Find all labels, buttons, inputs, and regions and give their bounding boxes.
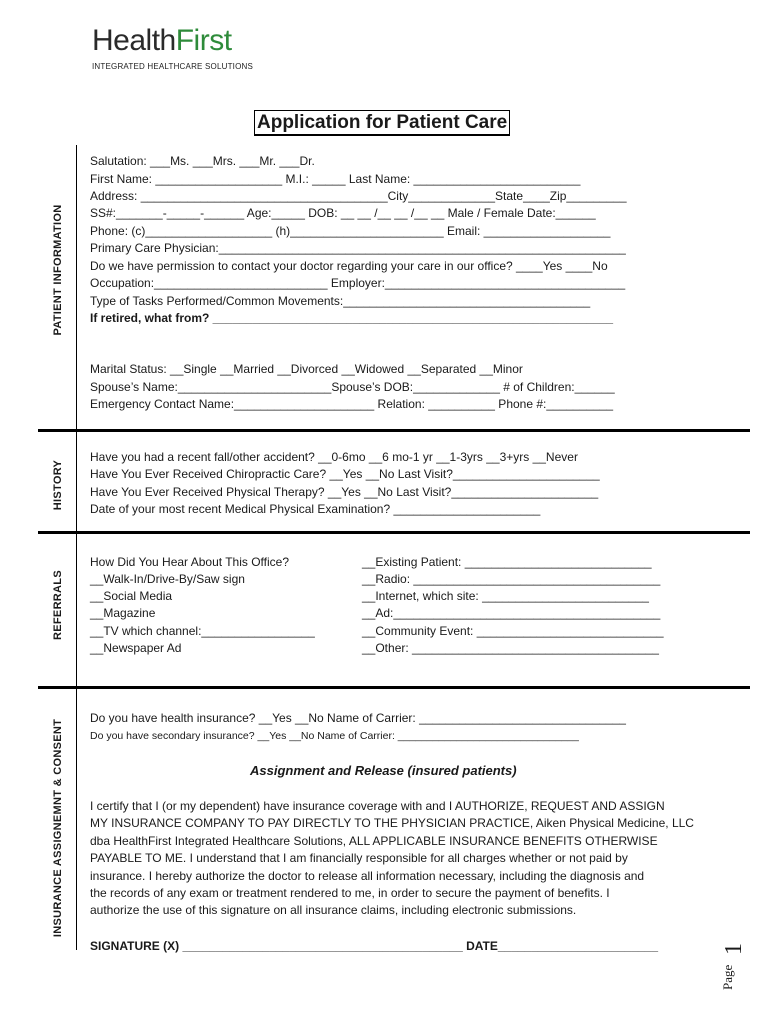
emergency-contact-field[interactable]: Emergency Contact Name:_____________________ Relation: __________ Phone #:__________ [90,397,614,411]
referral-option[interactable]: __Walk-In/Drive-By/Saw sign [90,572,245,586]
health-insurance-field[interactable]: Do you have health insurance? __Yes __No Name of Carrier: _______________________________ [90,711,626,725]
retired-field[interactable]: If retired, what from? ____________________________________________________________ [90,311,614,325]
referral-option[interactable]: __Community Event: ____________________________ [362,624,664,638]
section-divider [38,686,750,689]
referral-option[interactable]: __TV which channel:_________________ [90,624,315,638]
address-field[interactable]: Address: _____________________________________City_____________State____Zip_________ [90,189,627,203]
section-label-referrals: REFERRALS [52,570,64,640]
consent-line: insurance. I hereby authorize the doctor to release all information necessary, including the diagnosis and [90,868,645,883]
referral-option[interactable]: __Internet, which site: _________________________ [362,589,649,603]
referral-option[interactable]: __Social Media [90,589,173,603]
consent-line: authorize the use of this signature on all insurance claims, including electronic submissions. [90,903,577,918]
referral-option[interactable]: __Other: _____________________________________ [362,641,659,655]
medical-exam-field[interactable]: Date of your most recent Medical Physical Examination? ______________________ [90,502,541,516]
section-label-patient-information: PATIENT INFORMATION [52,204,64,336]
referral-option[interactable]: __Radio: _____________________________________ [362,572,661,586]
section-label-insurance: INSURANCE ASSIGNEMNT & CONSENT [52,718,64,938]
referral-option[interactable]: __Newspaper Ad [90,641,182,655]
consent-line: dba HealthFirst Integrated Healthcare Solutions, ALL APPLICABLE INSURANCE BENEFITS OTHERWISE [90,833,658,848]
page-title: Application for Patient Care [254,110,510,136]
salutation-field[interactable]: Salutation: ___Ms. ___Mrs. ___Mr. ___Dr. [90,154,315,168]
referral-option[interactable]: __Ad:________________________________________ [362,606,661,620]
section-divider [38,429,750,432]
tasks-field[interactable]: Type of Tasks Performed/Common Movements:_____________________________________ [90,294,591,308]
spouse-field[interactable]: Spouse’s Name:_______________________Spouse’s DOB:_____________ # of Children:______ [90,380,615,394]
healthfirst-logo: HealthFirst [92,24,232,57]
consent-paragraph [90,798,694,920]
ss-age-dob-field[interactable]: SS#:_______-_____-______ Age:_____ DOB: __ __ /__ __ /__ __ Male / Female Date:______ [90,206,596,220]
page-label: Page [720,964,735,990]
consent-line: the records of any exam or treatment rendered to me, in order to secure the payment of benefits. I [90,886,610,901]
name-field[interactable]: First Name: ___________________ M.I.: _____ Last Name: _________________________ [90,172,581,186]
contact-permission-field[interactable]: Do we have permission to contact your doctor regarding your care in our office? ____Yes ____No [90,259,608,273]
occupation-field[interactable]: Occupation:__________________________ Employer:____________________________________ [90,276,626,290]
phone-email-field[interactable]: Phone: (c)___________________ (h)_______________________ Email: ___________________ [90,224,611,238]
referral-option[interactable]: __Existing Patient: ____________________________ [362,555,652,569]
referral-option[interactable]: __Magazine [90,606,156,620]
section-label-history: HISTORY [52,459,64,511]
signature-field[interactable]: SIGNATURE (X) __________________________________________ DATE________________________ [90,939,659,953]
secondary-insurance-field[interactable]: Do you have secondary insurance? __Yes __No Name of Carrier: _______________________________ [90,730,579,742]
chiropractic-field[interactable]: Have You Ever Received Chiropractic Care? __Yes __No Last Visit?______________________ [90,467,600,481]
consent-line: I certify that I (or my dependent) have insurance coverage with and I AUTHORIZE, REQUEST AND ASSIGN [90,799,665,813]
referral-question: How Did You Hear About This Office? [90,555,290,569]
section-divider-vertical [76,145,77,950]
assignment-subtitle: Assignment and Release (insured patients) [250,763,517,778]
consent-line: MY INSURANCE COMPANY TO PAY DIRECTLY TO THE PHYSICIAN PRACTICE, Aiken Physical Medicine, LLC [90,816,694,831]
page-number: 1 [721,943,747,955]
accident-field[interactable]: Have you had a recent fall/other accident? __0-6mo __6 mo-1 yr __1-3yrs __3+yrs __Never [90,450,578,464]
physical-therapy-field[interactable]: Have You Ever Received Physical Therapy? __Yes __No Last Visit?______________________ [90,485,599,499]
brand-tagline: INTEGRATED HEALTHCARE SOLUTIONS [92,62,254,71]
marital-status-field[interactable]: Marital Status: __Single __Married __Divorced __Widowed __Separated __Minor [90,362,523,376]
physician-field[interactable]: Primary Care Physician:_____________________________________________________________ [90,241,626,255]
section-divider [38,531,750,534]
consent-line: PAYABLE TO ME. I understand that I am financially responsible for all charges whether or not paid by [90,851,628,866]
